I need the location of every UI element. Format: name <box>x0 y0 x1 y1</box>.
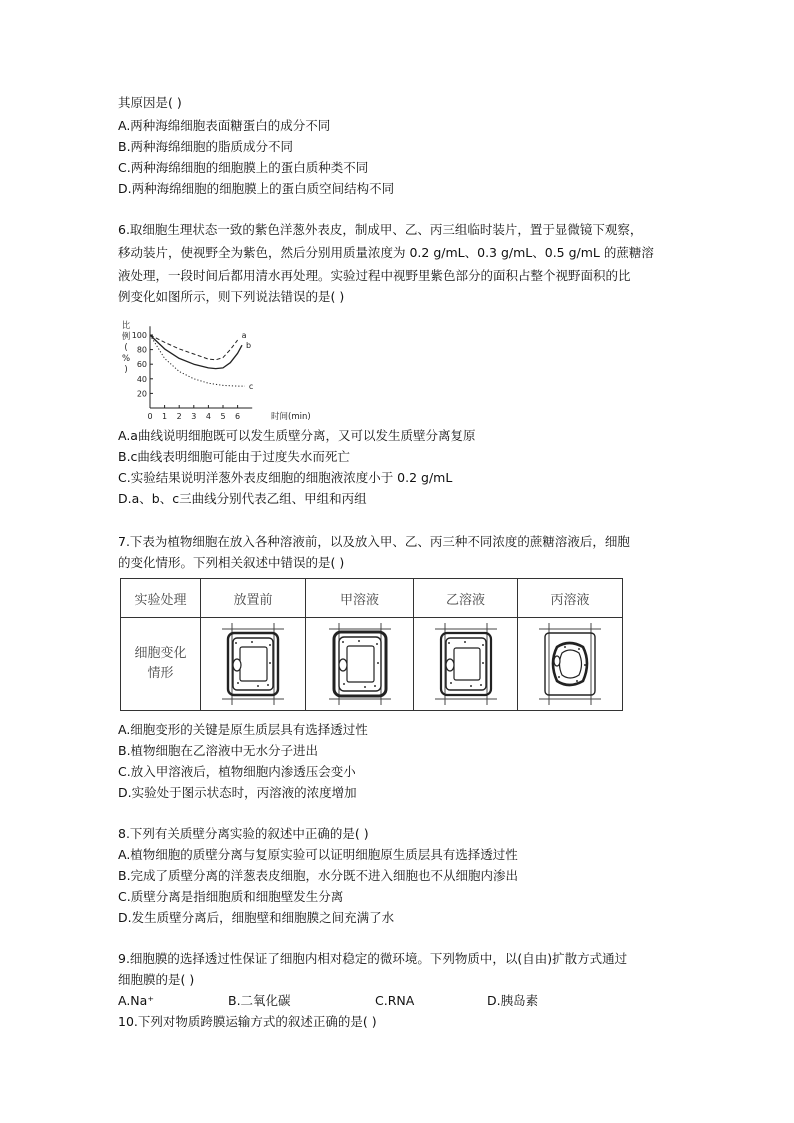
cell-image-before <box>201 618 306 711</box>
table-header-cell: 甲溶液 <box>306 579 414 618</box>
table-row-label <box>121 618 201 711</box>
y-tick-label: 40 <box>136 374 147 384</box>
q7-option-a: A.细胞变形的关键是原生质层具有选择透过性 <box>118 722 368 737</box>
q10-stem: 10.下列对物质跨膜运输方式的叙述正确的是( ) <box>118 1014 377 1029</box>
q9-option-b: B.二氧化碳 <box>228 993 291 1008</box>
q9-stem-line: 9.细胞膜的选择透过性保证了细胞内相对稳定的微环境。下列物质中，以(自由)扩散方式通过 <box>118 951 628 966</box>
chart-x-label: 时间(min) <box>271 412 311 422</box>
x-tick-label: 0 <box>147 412 153 421</box>
q6-line-chart <box>116 316 316 426</box>
q8-option-a: A.植物细胞的质壁分离与复原实验可以证明细胞原生质层具有选择透过性 <box>118 847 518 862</box>
curve-label-c: c <box>248 382 254 392</box>
q5-option-b: B.两种海绵细胞的脂质成分不同 <box>118 139 294 154</box>
q6-stem-line: 移动装片，使视野全为紫色，然后分别用质量浓度为 0.2 g/mL、0.3 g/mL、0.5 g/mL 的蔗糖溶 <box>118 245 654 260</box>
q5-option-c: C.两种海绵细胞的细胞膜上的蛋白质种类不同 <box>118 160 369 175</box>
q8-option-b: B.完成了质壁分离的洋葱表皮细胞，水分既不进入细胞也不从细胞内渗出 <box>118 868 519 883</box>
chart-x-ticks <box>147 405 240 421</box>
y-tick-label: 60 <box>136 360 147 370</box>
table-header-cell: 乙溶液 <box>414 579 518 618</box>
y-tick-label: 20 <box>136 389 147 399</box>
q6-stem-line: 液处理，一段时间后都用清水再处理。实验过程中视野里紫色部分的面积占整个视野面积的比 <box>118 268 631 283</box>
q6-option-b: B.c曲线表明细胞可能由于过度失水而死亡 <box>118 449 350 464</box>
y-label-char: 比 <box>121 321 131 331</box>
q8-option-d: D.发生质壁分离后，细胞壁和细胞膜之间充满了水 <box>118 910 395 925</box>
y-label-char: % <box>121 354 131 364</box>
q7-option-b: B.植物细胞在乙溶液中无水分子进出 <box>118 743 319 758</box>
x-tick-label: 6 <box>235 412 241 421</box>
q9-stem-line: 细胞膜的是( ) <box>118 972 195 987</box>
table-header-cell: 丙溶液 <box>518 579 623 618</box>
q6-option-c: C.实验结果说明洋葱外表皮细胞的细胞液浓度小于 0.2 g/mL <box>118 470 453 485</box>
x-tick-label: 4 <box>205 412 211 421</box>
y-tick-label: 80 <box>136 345 147 355</box>
q7-option-d: D.实验处于图示状态时，丙溶液的浓度增加 <box>118 785 357 800</box>
table-header-cell: 实验处理 <box>121 579 201 618</box>
q7-table <box>120 578 623 711</box>
q9-option-d: D.胰岛素 <box>487 993 539 1008</box>
q5-stem-tail: 其原因是( ) <box>118 95 182 110</box>
q6-option-a: A.a曲线说明细胞既可以发生质壁分离，又可以发生质壁分离复原 <box>118 428 476 443</box>
q8-stem: 8.下列有关质壁分离实验的叙述中正确的是( ) <box>118 826 369 841</box>
q7-stem-line: 的变化情形。下列相关叙述中错误的是( ) <box>118 555 345 570</box>
chart-curves <box>150 331 253 391</box>
q7-option-c: C.放入甲溶液后，植物细胞内渗透压会变小 <box>118 764 356 779</box>
q5-option-d: D.两种海绵细胞的细胞膜上的蛋白质空间结构不同 <box>118 181 395 196</box>
cell-image-solution-yi <box>414 618 518 711</box>
chart-y-label <box>122 320 131 375</box>
q7-stem-line: 7.下表为植物细胞在放入各种溶液前，以及放入甲、乙、丙三种不同浓度的蔗糖溶液后，细胞 <box>118 534 630 549</box>
row-label-line: 细胞变化 <box>134 646 187 661</box>
row-label-line: 情形 <box>147 666 174 681</box>
chart-axes <box>150 326 252 408</box>
x-tick-label: 5 <box>220 412 226 421</box>
table-header-cell: 放置前 <box>201 579 306 618</box>
q9-option-c: C.RNA <box>375 993 415 1008</box>
cell-image-solution-jia <box>306 618 414 711</box>
y-label-char: ( <box>124 343 128 353</box>
q6-stem-line: 6.取细胞生理状态一致的紫色洋葱外表皮，制成甲、乙、丙三组临时装片，置于显微镜下观察， <box>118 222 643 237</box>
y-tick-label: 100 <box>131 331 147 340</box>
q6-option-d: D.a、b、c三曲线分别代表乙组、甲组和丙组 <box>118 491 367 506</box>
q8-option-c: C.质壁分离是指细胞质和细胞壁发生分离 <box>118 889 344 904</box>
q9-option-a: A.Na⁺ <box>118 993 154 1008</box>
cell-image-solution-bing <box>518 618 623 711</box>
curve-label-b: b <box>245 341 252 351</box>
y-label-char: ) <box>124 365 128 375</box>
x-tick-label: 1 <box>162 412 168 421</box>
x-tick-label: 3 <box>191 412 197 421</box>
x-tick-label: 2 <box>176 412 182 421</box>
q6-stem-line: 例变化如图所示，则下列说法错误的是( ) <box>118 289 345 304</box>
q5-option-a: A.两种海绵细胞表面糖蛋白的成分不同 <box>118 118 331 133</box>
curve-label-a: a <box>241 331 247 341</box>
y-label-char: 例 <box>121 332 131 342</box>
